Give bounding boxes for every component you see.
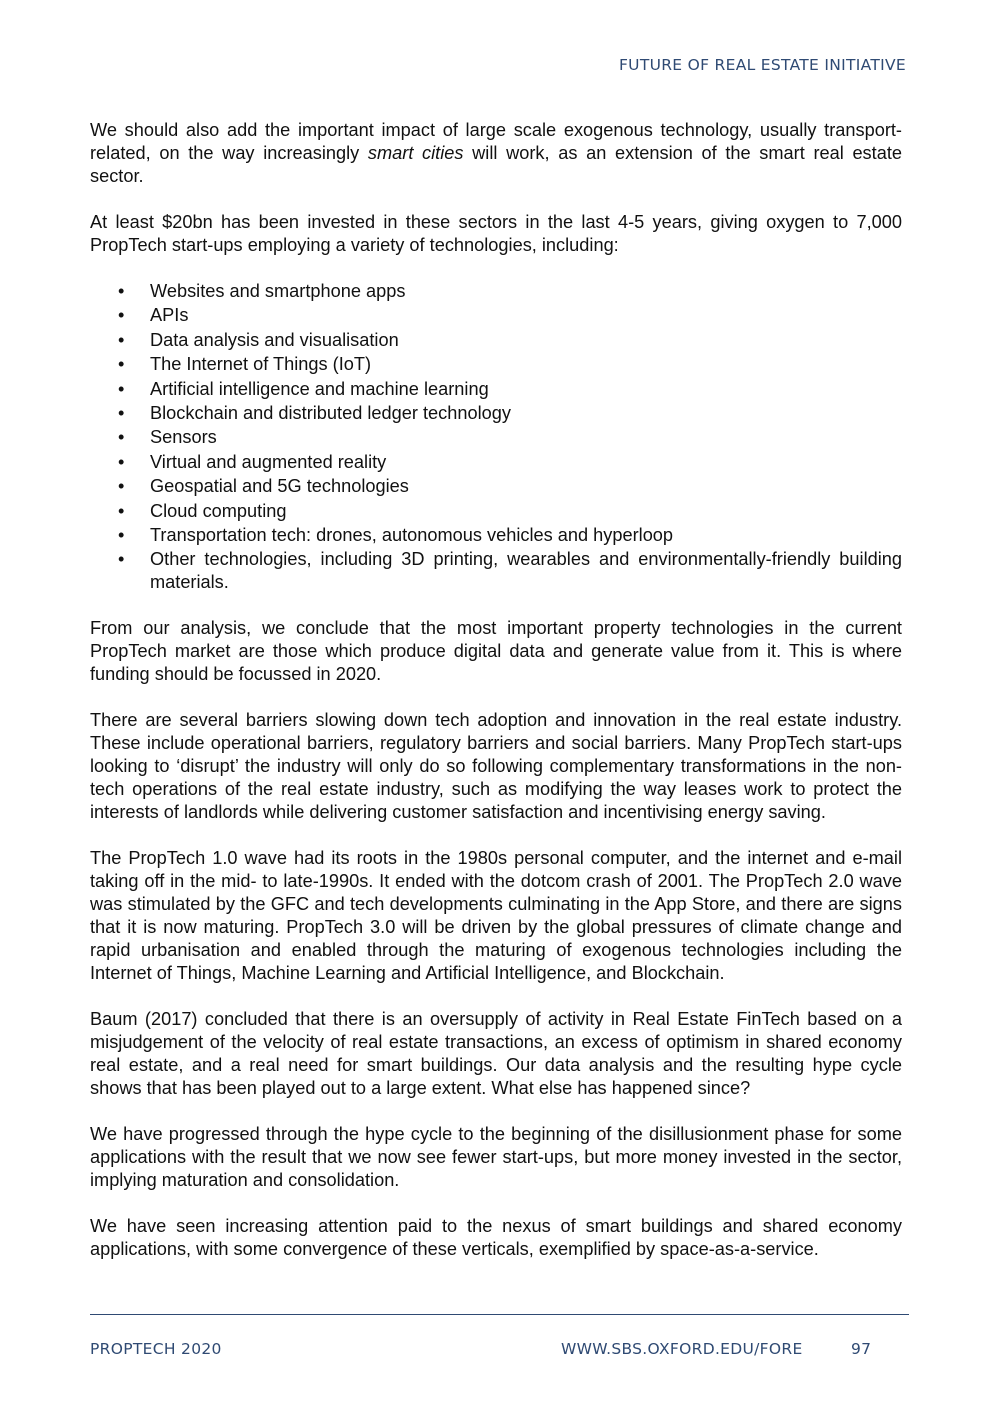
bullet-icon: • bbox=[118, 378, 125, 399]
list-item: • Blockchain and distributed ledger technology bbox=[118, 402, 511, 423]
list-item: • Cloud computing bbox=[118, 500, 287, 521]
bullet-icon: • bbox=[118, 476, 125, 497]
bullet-icon: • bbox=[118, 524, 125, 545]
list-item: • Artificial intelligence and machine learning bbox=[118, 378, 489, 399]
page-number: 97 bbox=[851, 1340, 872, 1358]
bullet-icon: • bbox=[118, 329, 125, 350]
list-item: • Geospatial and 5G technologies bbox=[118, 476, 409, 497]
list-item: • Virtual and augmented reality bbox=[118, 451, 387, 472]
paragraph-smart-cities: We should also add the important impact of large scale exogenous technology, usually transport-related, on the way increasingly smart cities will work, as an extension of the smart real estate sector. bbox=[90, 120, 902, 186]
list-item: • Other technologies, including 3D printing, wearables and environmentally-friendly building materials. bbox=[118, 549, 902, 593]
running-header: FUTURE OF REAL ESTATE INITIATIVE bbox=[618, 56, 906, 74]
paragraph-barriers: There are several barriers slowing down tech adoption and innovation in the real estate industry. These include operational barriers, regulatory barriers and social barriers. Many PropTech start-ups looking to ‘disrupt’ the industry will only do so following complementary transformations in the non-tech operations of the real estate industry, such as modifying the way leases work to protect the interests of landlords while delivering customer satisfaction and incentivising energy saving. bbox=[90, 710, 902, 823]
bullet-icon: • bbox=[118, 427, 125, 448]
list-item: • The Internet of Things (IoT) bbox=[118, 354, 372, 375]
technology-list bbox=[90, 280, 902, 594]
bullet-icon: • bbox=[118, 305, 125, 326]
list-item: • APIs bbox=[118, 305, 189, 326]
list-item: • Data analysis and visualisation bbox=[118, 329, 399, 350]
list-item: • Transportation tech: drones, autonomous vehicles and hyperloop bbox=[118, 524, 674, 545]
paragraph-convergence: We have seen increasing attention paid to the nexus of smart buildings and shared economy applications, with some convergence of these verticals, exemplified by space-as-a-service. bbox=[90, 1216, 902, 1260]
bullet-icon: • bbox=[118, 281, 125, 301]
bullet-icon: • bbox=[118, 354, 125, 375]
footer-publication: PROPTECH 2020 bbox=[90, 1340, 222, 1358]
bullet-icon: • bbox=[118, 500, 125, 521]
paragraph-baum-2017: Baum (2017) concluded that there is an oversupply of activity in Real Estate FinTech based on a misjudgement of the velocity of real estate transactions, an excess of optimism in shared economy real estate, and a real need for smart buildings. Our data analysis and the resulting hype cycle shows that has been played out to a large extent. What else has happened since? bbox=[90, 1009, 902, 1099]
footer-url: WWW.SBS.OXFORD.EDU/FORE bbox=[561, 1340, 803, 1358]
emphasis-smart-cities: smart cities bbox=[367, 143, 464, 163]
footer-divider bbox=[90, 1314, 909, 1315]
bullet-icon: • bbox=[118, 451, 125, 472]
paragraph-hype-cycle: We have progressed through the hype cycle to the beginning of the disillusionment phase for some applications with the result that we now see fewer start-ups, but more money invested in the sector, implying maturation and consolidation. bbox=[90, 1124, 902, 1191]
paragraph-analysis-conclusion: From our analysis, we conclude that the most important property technologies in the current PropTech market are those which produce digital data and generate value from it. This is where funding should be focussed in 2020. bbox=[90, 618, 902, 685]
bullet-icon: • bbox=[118, 549, 125, 570]
paragraph-investment: At least $20bn has been invested in these sectors in the last 4-5 years, giving oxygen to 7,000 PropTech start-ups employing a variety of technologies, including: bbox=[90, 212, 902, 255]
body-text bbox=[90, 119, 902, 1284]
bullet-icon: • bbox=[118, 402, 125, 423]
list-item: • Sensors bbox=[118, 427, 217, 448]
list-item: • Websites and smartphone apps bbox=[118, 281, 406, 301]
paragraph-proptech-waves: The PropTech 1.0 wave had its roots in the 1980s personal computer, and the internet and e-mail taking off in the mid- to late-1990s. It ended with the dotcom crash of 2001. The PropTech 2.0 wave was stimulated by the GFC and tech developments culminating in the App Store, and there are signs that it is now maturing. PropTech 3.0 will be driven by the global pressures of climate change and rapid urbanisation and enabled through the maturing of exogenous technologies including the Internet of Things, Machine Learning and Artificial Intelligence, and Blockchain. bbox=[90, 848, 902, 984]
